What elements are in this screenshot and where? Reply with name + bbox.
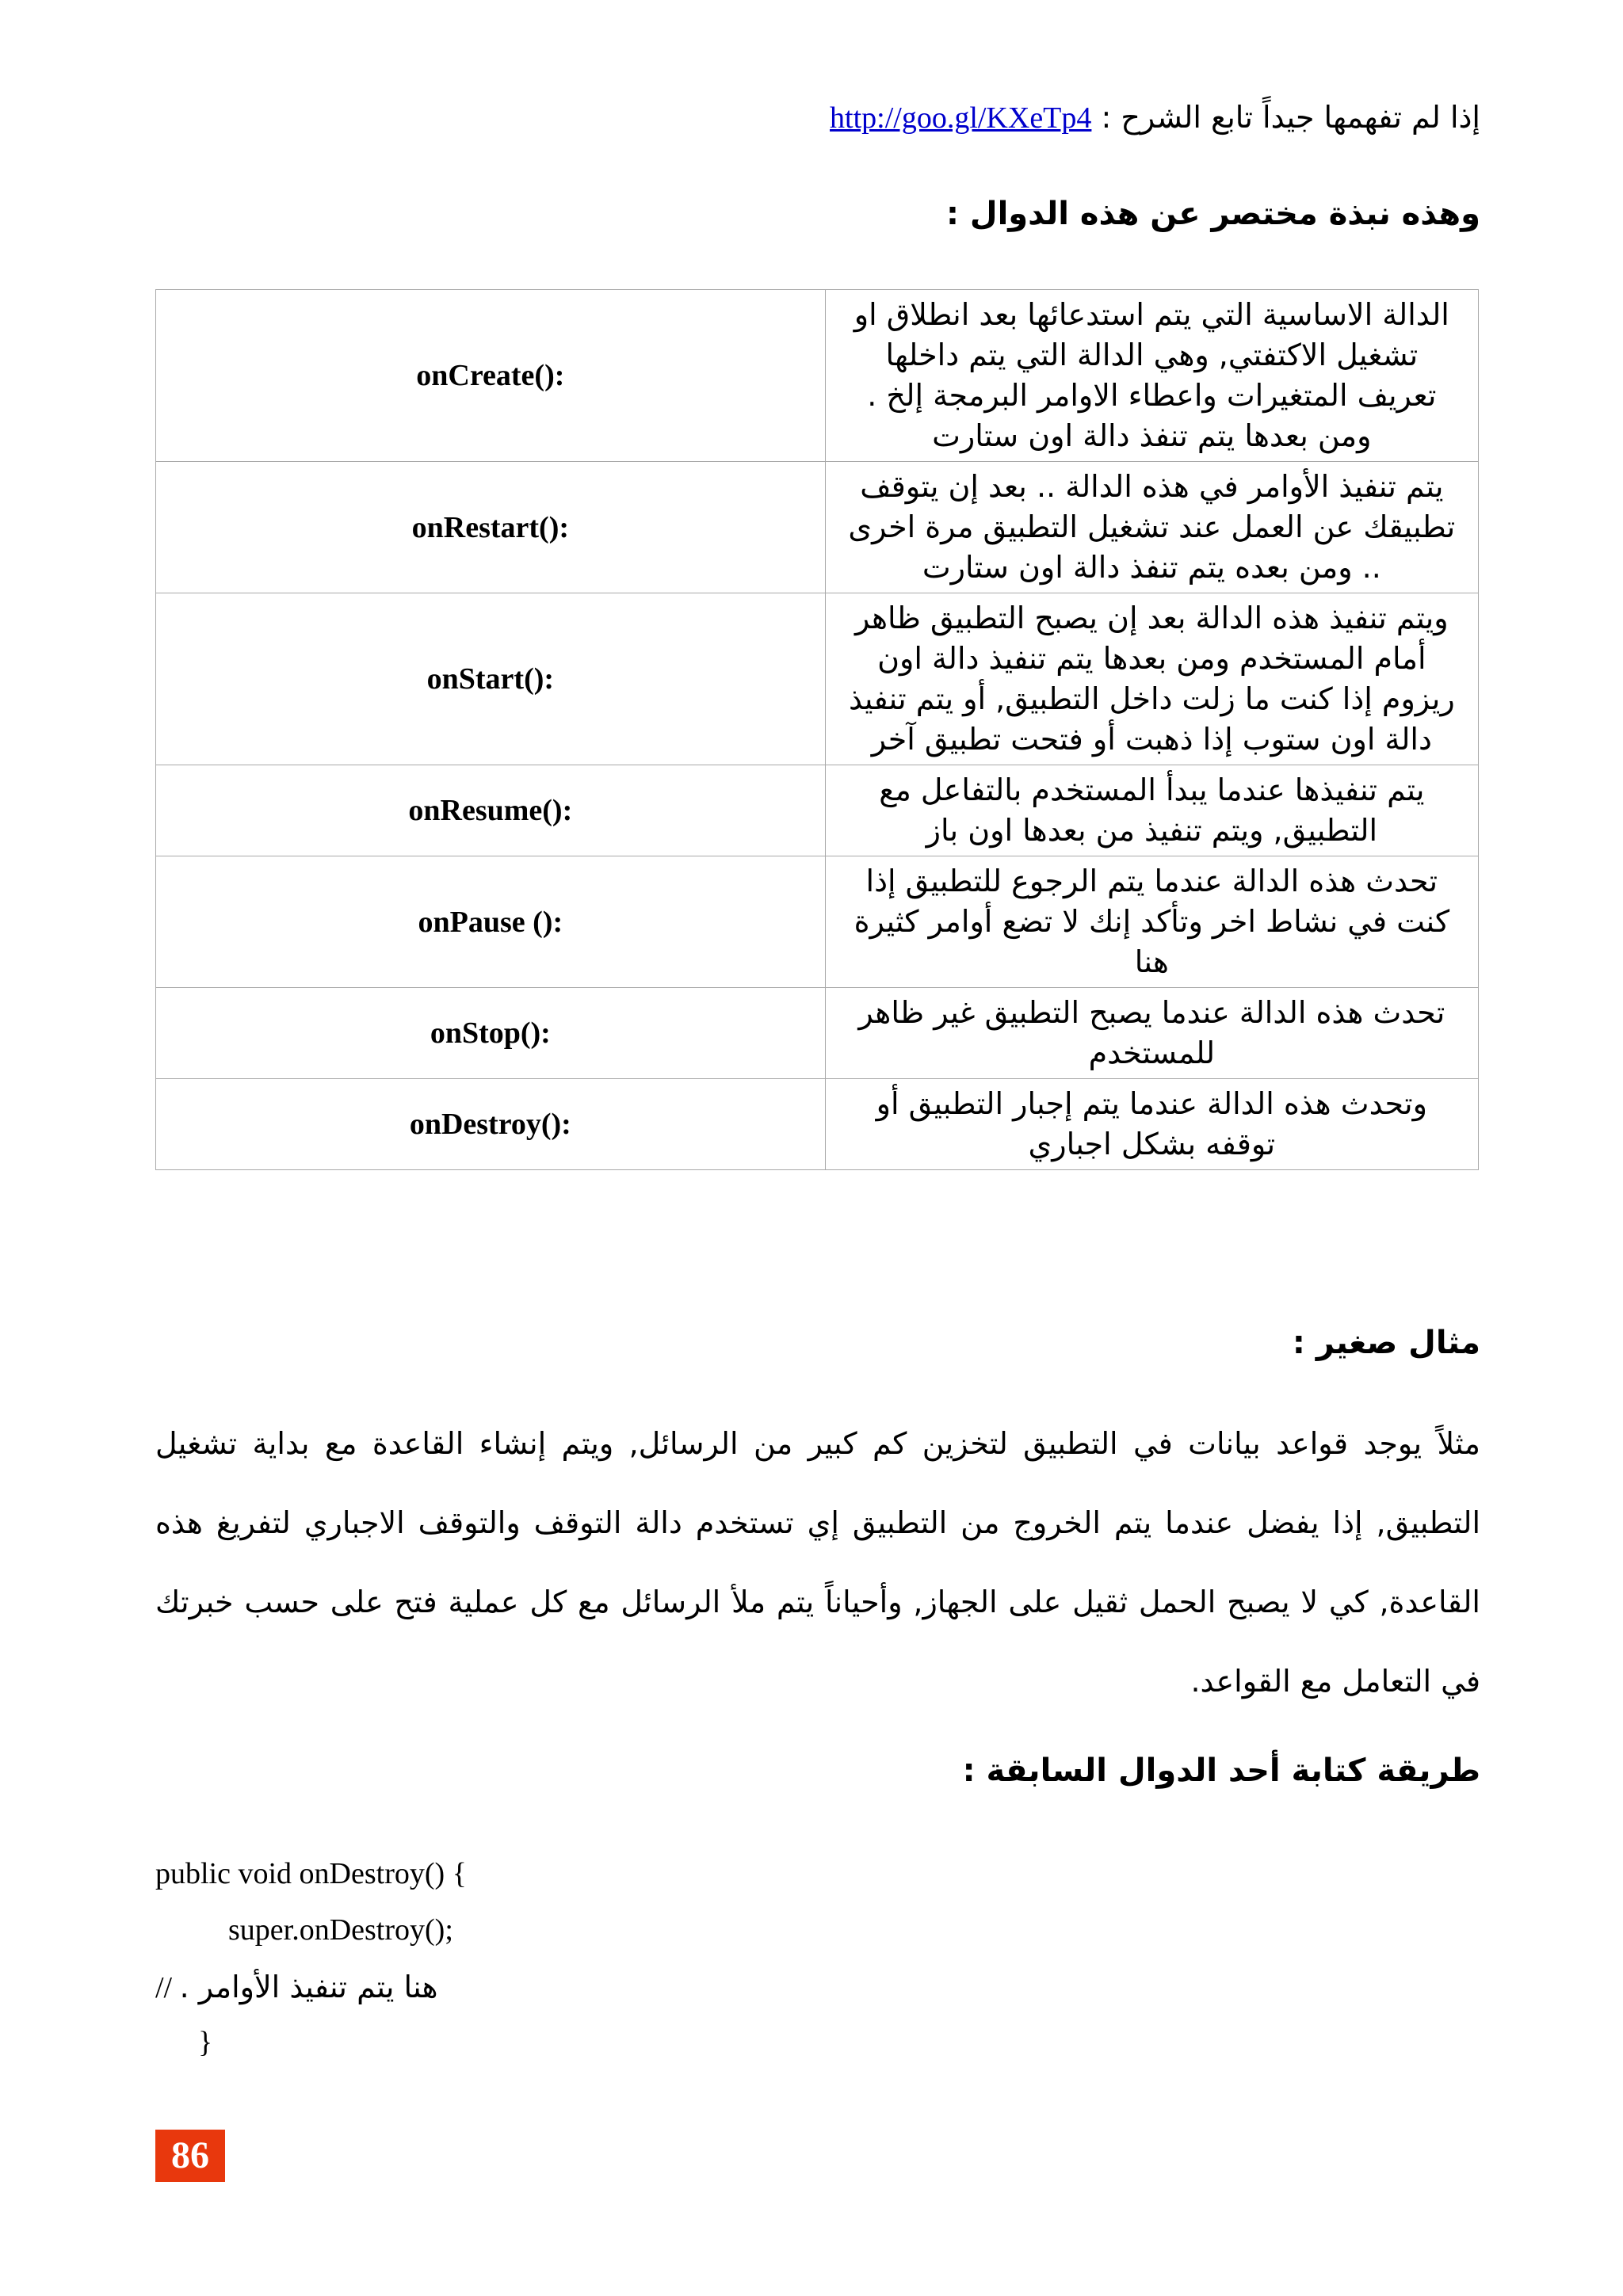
function-description-cell: وتحدث هذه الدالة عندما يتم إجبار التطبيق أو توقفه بشكل اجباري <box>825 1079 1478 1170</box>
function-name-cell: onResume(): <box>156 765 826 856</box>
function-description-cell: يتم تنفيذها عندما يبدأ المستخدم بالتفاعل مع التطبيق, ويتم تنفيذ من بعدها اون باز <box>825 765 1478 856</box>
code-line-4: } <box>198 2026 213 2059</box>
code-line-3 <box>155 1963 438 2012</box>
function-name-cell: onStart(): <box>156 593 826 765</box>
code-comment-text: هنا يتم تنفيذ الأوامر . <box>179 1970 438 2004</box>
function-name-cell: onDestroy(): <box>156 1079 826 1170</box>
table-row <box>156 462 1479 593</box>
table-row <box>156 1079 1479 1170</box>
function-name-cell: onStop(): <box>156 988 826 1079</box>
header-line <box>371 93 1480 142</box>
function-description-cell: يتم تنفيذ الأوامر في هذه الدالة .. بعد إن يتوقف تطبيقك عن العمل عند تشغيل التطبيق مرة اخرى .. ومن بعده يتم تنفذ دالة اون ستارت <box>825 462 1478 593</box>
function-name-cell: onRestart(): <box>156 462 826 593</box>
table-body <box>156 290 1479 1170</box>
function-description-cell: ويتم تنفيذ هذه الدالة بعد إن يصبح التطبيق ظاهر أمام المستخدم ومن بعدها يتم تنفيذ دالة اون ريزوم إذا كنت ما زلت داخل التطبيق, أو يتم تنفيذ دالة اون ستوب إذا ذهبت أو فتحت تطبيق آخر <box>825 593 1478 765</box>
table-row <box>156 988 1479 1079</box>
table-row <box>156 765 1479 856</box>
function-description-cell: تحدث هذه الدالة عندما يصبح التطبيق غير ظاهر للمستخدم <box>825 988 1478 1079</box>
code-line-1: public void onDestroy() { <box>155 1857 467 1890</box>
explanation-link[interactable]: http://goo.gl/KXeTp4 <box>830 101 1092 135</box>
code-comment-marker: // <box>155 1971 180 2004</box>
lifecycle-functions-table <box>155 289 1479 1170</box>
function-description-cell: الدالة الاساسية التي يتم استدعائها بعد انطلاق او تشغيل الاكتفتي, وهي الدالة التي يتم داخلها تعريف المتغيرات واعطاء الاوامر البرمجة إلخ . ومن بعدها يتم تنفذ دالة اون ستارت <box>825 290 1478 462</box>
table-row <box>156 593 1479 765</box>
code-line-2: super.onDestroy(); <box>228 1913 453 1947</box>
page-number: 86 <box>155 2130 225 2182</box>
function-name-cell: onPause (): <box>156 856 826 988</box>
header-prefix: إذا لم تفهمها جيداً تابع الشرح : <box>1091 100 1480 135</box>
howto-heading: طريقة كتابة أحد الدوال السابقة : <box>962 1753 1480 1789</box>
function-name-cell: onCreate(): <box>156 290 826 462</box>
example-heading: مثال صغير : <box>1292 1325 1480 1361</box>
example-paragraph: مثلاً يوجد قواعد بيانات في التطبيق لتخزين كم كبير من الرسائل, ويتم إنشاء القاعدة مع بداية تشغيل التطبيق, إذا يفضل عندما يتم الخروج من التطبيق إي تستخدم دالة التوقف والتوقف الاجباري لتفريغ هذه القاعدة, كي لا يصبح الحمل ثقيل على الجهاز, وأحياناً يتم ملأ الرسائل مع كل عملية فتح على حسب خبرتك في التعامل مع القواعد. <box>155 1426 1480 1699</box>
table-row <box>156 856 1479 988</box>
table-row <box>156 290 1479 462</box>
summary-heading: وهذه نبذة مختصر عن هذه الدوال : <box>945 196 1480 232</box>
function-description-cell: تحدث هذه الدالة عندما يتم الرجوع للتطبيق إذا كنت في نشاط اخر وتأكد إنك لا تضع أوامر كثيرة هنا <box>825 856 1478 988</box>
